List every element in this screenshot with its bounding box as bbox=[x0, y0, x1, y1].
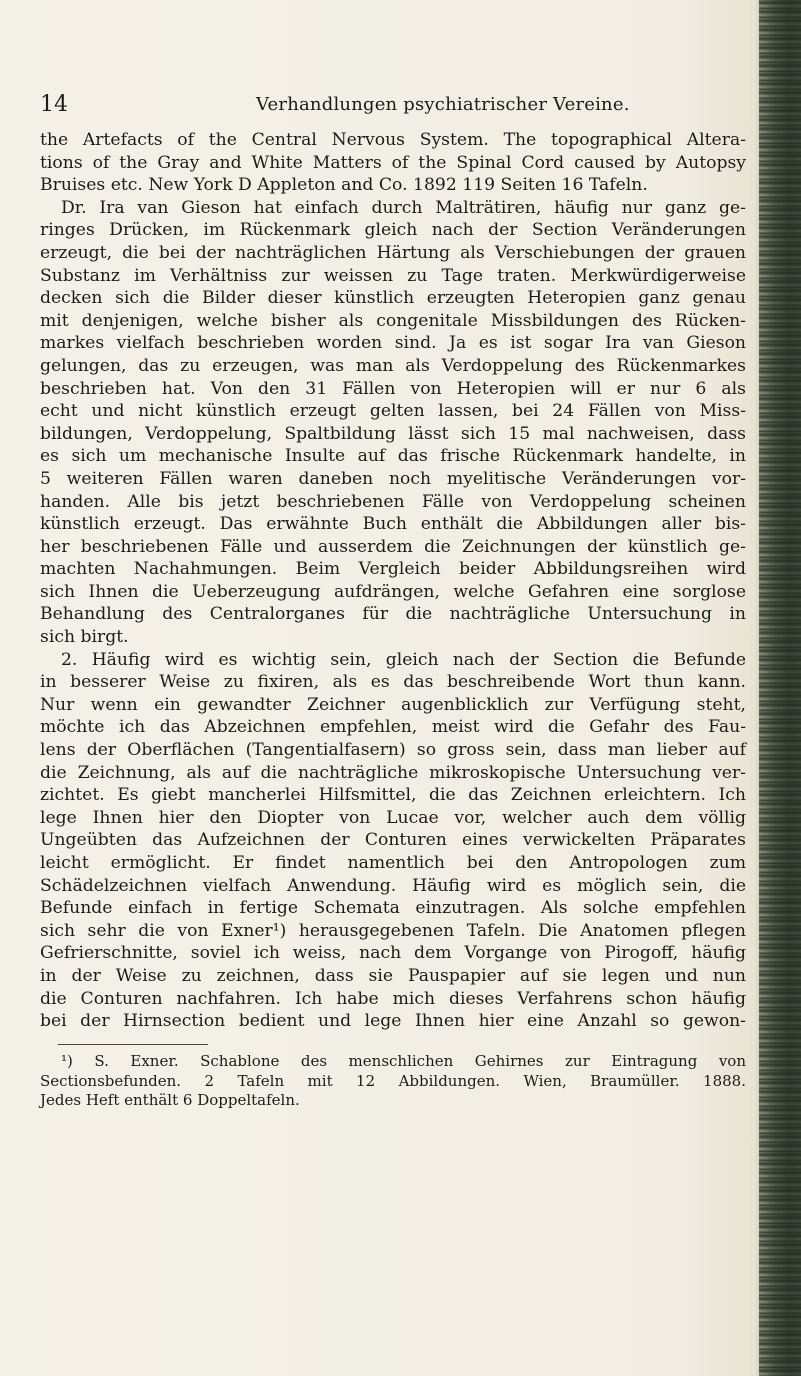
text-line: die Conturen nachfahren. Ich habe mich dieses Verfahrens schon häufig bbox=[40, 988, 746, 1009]
text-line: Schädelzeichnen vielfach Anwendung. Häufig wird es möglich sein, die bbox=[40, 875, 746, 896]
text-line: machten Nachahmungen. Beim Vergleich beider Abbildungsreihen wird bbox=[40, 559, 746, 580]
footnote bbox=[40, 1052, 746, 1111]
text-line: die Zeichnung, als auf die nachträgliche mikroskopische Untersuchung ver- bbox=[40, 762, 746, 783]
text-line: lens der Oberflächen (Tangentialfasern) so gross sein, dass man lieber auf bbox=[40, 740, 746, 761]
footnote-line: Jedes Heft enthält 6 Doppeltafeln. bbox=[40, 1091, 300, 1109]
text-line: erzeugt, die bei der nachträglichen Härtung als Verschiebungen der grauen bbox=[40, 242, 746, 263]
page-header bbox=[40, 90, 740, 120]
text-line: Befunde einfach in fertige Schemata einzutragen. Als solche empfehlen bbox=[40, 898, 746, 919]
text-line: zichtet. Es giebt mancherlei Hilfsmittel, die das Zeichnen erleichtern. Ich bbox=[40, 785, 746, 806]
body-text bbox=[40, 129, 746, 1033]
text-line: tions of the Gray and White Matters of the Spinal Cord caused by Autopsy bbox=[40, 152, 746, 173]
footnote-line: ¹) S. Exner. Schablone des menschlichen Gehirnes zur Eintragung von bbox=[61, 1052, 746, 1070]
text-line: Gefrierschnitte, soviel ich weiss, nach dem Vorgange von Pirogoff, häufig bbox=[40, 943, 746, 964]
text-line: in besserer Weise zu fixiren, als es das beschreibende Wort thun kann. bbox=[40, 672, 746, 693]
text-line: Bruises etc. New York D Appleton and Co. 1892 119 Seiten 16 Tafeln. bbox=[40, 175, 648, 196]
page-number: 14 bbox=[40, 92, 68, 117]
text-line: bildungen, Verdoppelung, Spaltbildung lässt sich 15 mal nachweisen, dass bbox=[40, 423, 746, 444]
text-line: 2. Häufig wird es wichtig sein, gleich nach der Section die Befunde bbox=[61, 649, 746, 670]
text-line: mit denjenigen, welche bisher als congenitale Missbildungen des Rücken- bbox=[40, 310, 746, 331]
text-line: lege Ihnen hier den Diopter von Lucae vor, welcher auch dem völlig bbox=[40, 807, 746, 828]
text-line: ringes Drücken, im Rückenmark gleich nach der Section Veränderungen bbox=[40, 220, 746, 241]
text-line: markes vielfach beschrieben worden sind. Ja es ist sogar Ira van Gieson bbox=[40, 333, 746, 354]
text-line: sich Ihnen die Ueberzeugung aufdrängen, welche Gefahren eine sorglose bbox=[40, 581, 746, 602]
text-line: Behandlung des Centralorganes für die nachträgliche Untersuchung in bbox=[40, 604, 746, 625]
text-line: gelungen, das zu erzeugen, was man als Verdoppelung des Rückenmarkes bbox=[40, 355, 746, 376]
text-line: es sich um mechanische Insulte auf das frische Rückenmark handelte, in bbox=[40, 446, 746, 467]
footnote-line: Sectionsbefunden. 2 Tafeln mit 12 Abbildungen. Wien, Braumüller. 1888. bbox=[40, 1071, 746, 1090]
text-line: 5 weiteren Fällen waren daneben noch myelitische Veränderungen vor- bbox=[40, 468, 746, 489]
text-line: Substanz im Verhältniss zur weissen zu Tage traten. Merkwürdigerweise bbox=[40, 265, 746, 286]
text-line: sich sehr die von Exner¹) herausgegebenen Tafeln. Die Anatomen pflegen bbox=[40, 920, 746, 941]
footnote-divider bbox=[58, 1044, 208, 1045]
text-line: in der Weise zu zeichnen, dass sie Pauspapier auf sie legen und nun bbox=[40, 965, 746, 986]
text-line: Dr. Ira van Gieson hat einfach durch Malträtiren, häufig nur ganz ge- bbox=[61, 197, 746, 218]
text-line: handen. Alle bis jetzt beschriebenen Fälle von Verdoppelung scheinen bbox=[40, 491, 746, 512]
text-line: bei der Hirnsection bedient und lege Ihnen hier eine Anzahl so gewon- bbox=[40, 1011, 746, 1032]
text-line: beschrieben hat. Von den 31 Fällen von Heteropien will er nur 6 als bbox=[40, 378, 746, 399]
text-line: Ungeübten das Aufzeichnen der Conturen eines verwickelten Präparates bbox=[40, 830, 746, 851]
text-line: echt und nicht künstlich erzeugt gelten lassen, bei 24 Fällen von Miss- bbox=[40, 401, 746, 422]
text-line: the Artefacts of the Central Nervous System. The topographical Altera- bbox=[40, 130, 746, 150]
text-line: decken sich die Bilder dieser künstlich erzeugten Heteropien ganz genau bbox=[40, 288, 746, 309]
text-line: her beschriebenen Fälle und ausserdem die Zeichnungen der künstlich ge- bbox=[40, 536, 746, 557]
text-line: Nur wenn ein gewandter Zeichner augenblicklich zur Verfügung steht, bbox=[40, 694, 746, 715]
running-head: Verhandlungen psychiatrischer Vereine. bbox=[256, 94, 630, 115]
text-line: künstlich erzeugt. Das erwähnte Buch enthält die Abbildungen aller bis- bbox=[40, 514, 746, 535]
book-binding-edge bbox=[759, 0, 801, 1376]
text-line: sich birgt. bbox=[40, 627, 129, 648]
text-line: möchte ich das Abzeichnen empfehlen, meist wird die Gefahr des Fau- bbox=[40, 717, 746, 738]
text-line: leicht ermöglicht. Er findet namentlich bei den Antropologen zum bbox=[40, 853, 746, 873]
